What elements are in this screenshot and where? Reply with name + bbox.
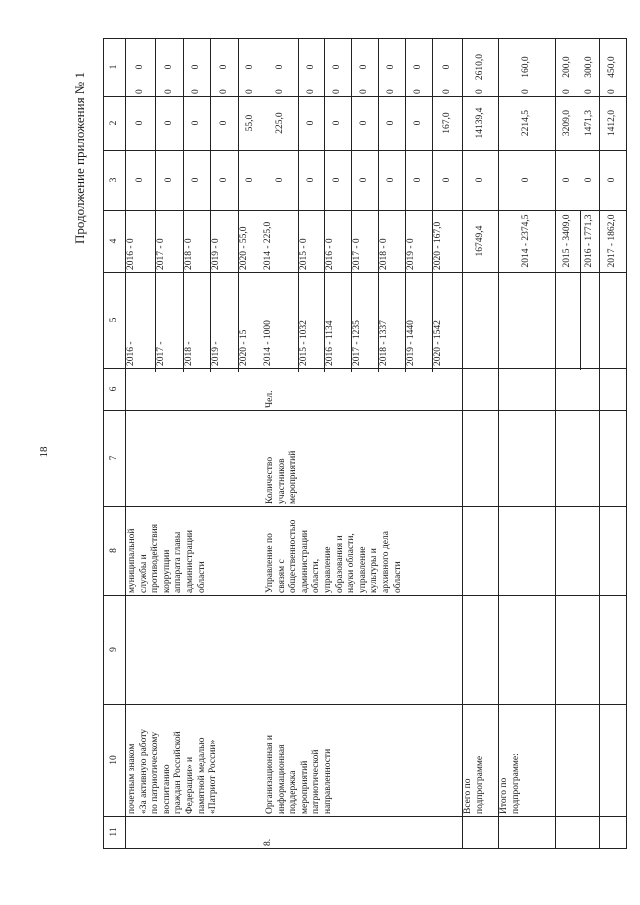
r2-c10-1: 0 bbox=[306, 89, 316, 94]
r1-c9-4: 55,0 bbox=[245, 114, 255, 132]
column-separator-9 bbox=[103, 704, 627, 705]
table-border-right bbox=[626, 38, 627, 848]
itogo-r3-c9: 1412,0 bbox=[607, 109, 617, 137]
r1-c7-1: 2017 - 0 bbox=[156, 238, 166, 270]
r1-c11-4: 0 bbox=[245, 64, 255, 70]
r1-c8-0: 0 bbox=[135, 177, 145, 183]
r1-c9-1: 0 bbox=[164, 120, 174, 126]
itogo-r2-c7: 2016 - 1771,3 bbox=[584, 214, 594, 268]
r2-c7-5: 2019 - 0 bbox=[406, 238, 416, 270]
r2-c2-text: Организационная и информационная поддержка мероприятий патриотической направленности bbox=[265, 735, 333, 814]
itogo-r0-c9: 2214,5 bbox=[521, 109, 531, 137]
r1-c8-2: 0 bbox=[191, 177, 201, 183]
r2-c9-5: 0 bbox=[413, 120, 423, 126]
itogo-r1-c7: 2015 - 3409,0 bbox=[562, 214, 572, 268]
r1-c9-0: 0 bbox=[135, 120, 145, 126]
r1-c10-1: 0 bbox=[164, 89, 174, 94]
column-separator-6 bbox=[103, 410, 627, 411]
header-col-7: 7 bbox=[109, 455, 119, 461]
total-c8: 0 bbox=[475, 177, 485, 183]
itogo-r1-c11: 200,0 bbox=[562, 56, 572, 78]
r2-c8-0: 0 bbox=[275, 177, 285, 183]
column-separator-2 bbox=[103, 150, 627, 151]
header-col-9: 9 bbox=[109, 647, 119, 652]
r2-c7-4: 2018 - 0 bbox=[379, 238, 389, 270]
header-col-6: 6 bbox=[109, 386, 119, 392]
r2-c7-3: 2017 - 0 bbox=[352, 238, 362, 270]
r1-c9-3: 0 bbox=[219, 120, 229, 126]
page-number: 18 bbox=[38, 446, 50, 458]
column-separator-8 bbox=[103, 595, 627, 596]
r2-c6-2: 2016 - 1134 bbox=[325, 320, 335, 366]
r1-c7-4: 2020 - 55,0 bbox=[239, 226, 249, 270]
total-c9: 14139,4 bbox=[475, 107, 485, 139]
r1-c11-2: 0 bbox=[191, 64, 201, 70]
r1-c9-2: 0 bbox=[191, 120, 201, 126]
r2-c8-3: 0 bbox=[359, 177, 369, 183]
r2-c10-0: 0 bbox=[275, 89, 285, 94]
r2-c7-1: 2015 - 0 bbox=[299, 238, 309, 270]
r2-c11-5: 0 bbox=[413, 64, 423, 70]
r2-c6-1: 2015 - 1032 bbox=[299, 320, 309, 366]
itogo-r3-c10: 0 bbox=[607, 89, 617, 94]
itogo-r1-c9: 3209,0 bbox=[562, 109, 572, 137]
r2-c1-number: 8. bbox=[263, 838, 273, 846]
column-separator-10 bbox=[103, 816, 627, 817]
itogo-r3-c7: 2017 - 1862,0 bbox=[607, 214, 617, 268]
r1-c11-1: 0 bbox=[164, 64, 174, 70]
total-label: Всего по подпрограмме bbox=[463, 755, 485, 814]
r1-c6-4: 2020 - 15 bbox=[239, 329, 249, 366]
total-c11: 2610,0 bbox=[475, 53, 485, 81]
r2-c10-4: 0 bbox=[386, 89, 396, 94]
r1-c8-3: 0 bbox=[219, 177, 229, 183]
r2-c9-1: 0 bbox=[306, 120, 316, 126]
itogo-label: Итого по подпрограмме: bbox=[499, 753, 521, 814]
r1-c6-0: 2016 - bbox=[126, 341, 136, 366]
r2-c10-2: 0 bbox=[332, 89, 342, 94]
header-col-3: 3 bbox=[109, 177, 119, 183]
column-separator-4 bbox=[103, 272, 627, 273]
r2-c8-4: 0 bbox=[386, 177, 396, 183]
itogo-r2-c9: 1471,3 bbox=[584, 109, 594, 137]
r2-c4-text: Количество участников мероприятий bbox=[265, 450, 299, 504]
r2-c10-3: 0 bbox=[359, 89, 369, 94]
itogo-r3-c8: 0 bbox=[607, 177, 617, 183]
r2-c5-unit: Чел. bbox=[265, 390, 275, 408]
r2-c11-6: 0 bbox=[442, 64, 452, 70]
r2-c3-text: Управление по связям с общественностью администрации области, управление образования и науки области, управление культуры и архивного дела области bbox=[265, 519, 403, 593]
r1-c10-4: 0 bbox=[245, 89, 255, 94]
table-border-bottom bbox=[103, 848, 627, 849]
r2-c6-6: 2020 - 1542 bbox=[433, 320, 443, 366]
r1-c11-3: 0 bbox=[219, 64, 229, 70]
r2-c6-0: 2014 - 1000 bbox=[263, 320, 273, 366]
r2-c6-5: 2019 - 1440 bbox=[406, 320, 416, 366]
r2-c6-4: 2018 - 1337 bbox=[379, 320, 389, 366]
r2-c9-6: 167,0 bbox=[442, 112, 452, 134]
itogo-r0-c11: 160,0 bbox=[521, 56, 531, 78]
table-border-top bbox=[103, 38, 627, 39]
header-col-2: 2 bbox=[109, 120, 119, 126]
r2-c11-2: 0 bbox=[332, 64, 342, 70]
column-separator-1 bbox=[103, 96, 627, 97]
column-separator-3 bbox=[103, 210, 627, 211]
total-c7: 16749,4 bbox=[475, 225, 485, 257]
total-c10: 0 bbox=[475, 89, 485, 94]
itogo-r1-c8: 0 bbox=[562, 177, 572, 183]
header-col-10: 10 bbox=[109, 755, 119, 765]
r2-c6-3: 2017 - 1235 bbox=[352, 320, 362, 366]
r1-c2-text: почетным знаком «За активную работу по патриотическому воспитанию граждан Российской Федерации» и памятной медалью «Патриот России» bbox=[127, 728, 219, 814]
r1-c6-2: 2018 - bbox=[184, 341, 194, 366]
itogo-r3-c11: 450,0 bbox=[607, 56, 617, 78]
header-col-11: 11 bbox=[109, 827, 119, 837]
itogo-r0-c8: 0 bbox=[521, 177, 531, 183]
r1-c10-2: 0 bbox=[191, 89, 201, 94]
r1-c8-4: 0 bbox=[245, 177, 255, 183]
itogo-r2-c11: 300,0 bbox=[584, 56, 594, 78]
r1-c11-0: 0 bbox=[135, 64, 145, 70]
column-separator-7 bbox=[103, 506, 627, 507]
itogo-r2-c8: 0 bbox=[584, 177, 594, 183]
r1-c10-3: 0 bbox=[219, 89, 229, 94]
r2-c11-3: 0 bbox=[359, 64, 369, 70]
r2-c11-4: 0 bbox=[386, 64, 396, 70]
r1-c6-3: 2019 - bbox=[211, 341, 221, 366]
itogo-r0-c7: 2014 - 2374,5 bbox=[521, 214, 531, 268]
r2-c10-5: 0 bbox=[413, 89, 423, 94]
r1-c3-text: муниципальной службы и противодействия коррупции аппарата главы администрации области bbox=[127, 523, 207, 593]
header-col-1: 1 bbox=[109, 64, 119, 70]
r2-c7-0: 2014 - 225,0 bbox=[263, 221, 273, 270]
r2-c8-6: 0 bbox=[442, 177, 452, 183]
r2-c9-0: 225,0 bbox=[275, 112, 285, 134]
r1-c7-0: 2016 - 0 bbox=[126, 238, 136, 270]
itogo-r1-c10: 0 bbox=[562, 89, 572, 94]
r2-c9-3: 0 bbox=[359, 120, 369, 126]
column-separator-5 bbox=[103, 368, 627, 369]
header-col-4: 4 bbox=[109, 238, 119, 244]
r1-c6-1: 2017 - bbox=[156, 341, 166, 366]
r2-c8-1: 0 bbox=[306, 177, 316, 183]
header-col-5: 5 bbox=[109, 317, 119, 323]
r2-c8-5: 0 bbox=[413, 177, 423, 183]
r2-c8-2: 0 bbox=[332, 177, 342, 183]
r2-c7-2: 2016 - 0 bbox=[325, 238, 335, 270]
r2-c7-6: 2020 - 167,0 bbox=[433, 221, 443, 270]
continuation-title: Продолжение приложения № 1 bbox=[72, 72, 87, 244]
itogo-subrow-sep bbox=[580, 210, 581, 370]
r2-c10-6: 0 bbox=[442, 89, 452, 94]
r2-c9-4: 0 bbox=[386, 120, 396, 126]
r1-c7-2: 2018 - 0 bbox=[184, 238, 194, 270]
header-col-8: 8 bbox=[109, 548, 119, 553]
r1-c8-1: 0 bbox=[164, 177, 174, 183]
r2-c11-1: 0 bbox=[306, 64, 316, 70]
r1-c7-3: 2019 - 0 bbox=[211, 238, 221, 270]
itogo-r2-c10: 0 bbox=[584, 89, 594, 94]
r2-c11-0: 0 bbox=[275, 64, 285, 70]
r1-c10-0: 0 bbox=[135, 89, 145, 94]
itogo-r0-c10: 0 bbox=[521, 89, 531, 94]
r2-c9-2: 0 bbox=[332, 120, 342, 126]
